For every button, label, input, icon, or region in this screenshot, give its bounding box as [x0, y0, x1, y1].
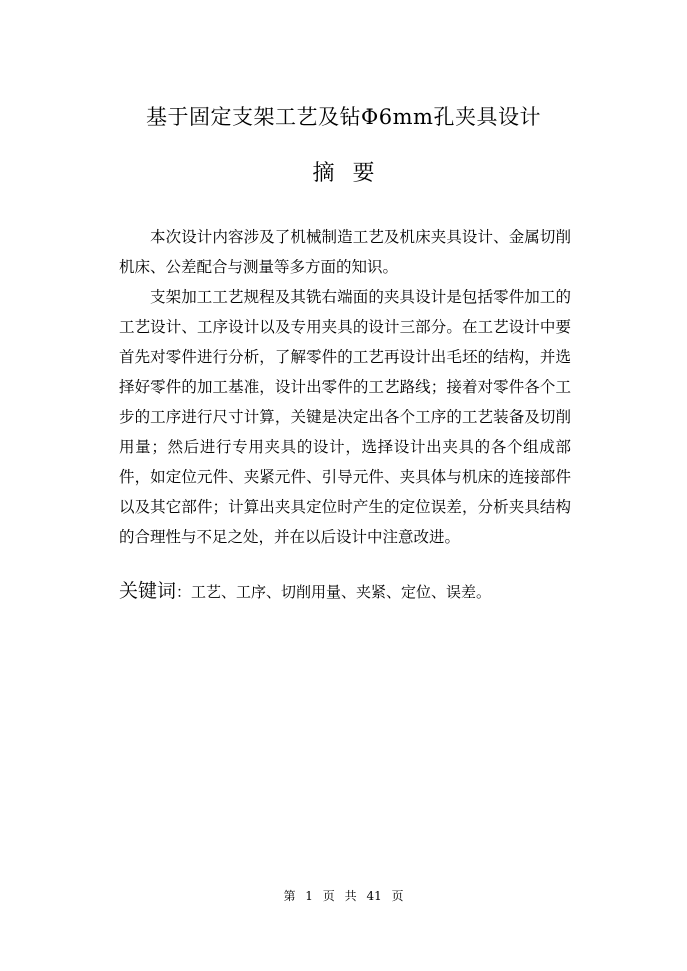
abstract-paragraph-2: 支架加工工艺规程及其铣右端面的夹具设计是包括零件加工的工艺设计、工序设计以及专用夹具的设计三部分。在工艺设计中要首先对零件进行分析，了解零件的工艺再设计出毛坯的结构，并选择好零件的加工基准，设计出零件的工艺路线；接着对零件各个工步的工序进行尺寸计算，关键是决定出各个工序的工艺装备及切削用量；然后进行专用夹具的设计，选择设计出夹具的各个组成部件，如定位元件、夹紧元件、引导元件、夹具体与机床的连接部件以及其它部件；计算出夹具定位时产生的定位误差，分析夹具结构的合理性与不足之处，并在以后设计中注意改进。: [119, 288, 571, 546]
footer-total-word: 共: [344, 889, 357, 903]
document-title: 基于固定支架工艺及钻Φ6mm孔夹具设计: [146, 105, 541, 129]
abstract-heading: 摘要: [312, 161, 393, 186]
footer-total-pages: 41: [366, 889, 382, 903]
footer-suffix: 页: [391, 889, 404, 903]
footer-page-number: 1: [305, 889, 313, 903]
keywords-values: 工艺、工序、切削用量、夹紧、定位、误差。: [191, 583, 492, 601]
abstract-body: [119, 222, 571, 552]
keywords-label: 关键词: [119, 580, 177, 602]
keywords-line: [119, 576, 579, 607]
footer-page-word: 页: [322, 889, 335, 903]
footer-prefix: 第: [283, 889, 296, 903]
page-footer: [0, 887, 687, 905]
abstract-paragraph-1: 本次设计内容涉及了机械制造工艺及机床夹具设计、金属切削机床、公差配合与测量等多方面的知识。: [119, 228, 571, 276]
keywords-colon: ：: [176, 583, 192, 601]
